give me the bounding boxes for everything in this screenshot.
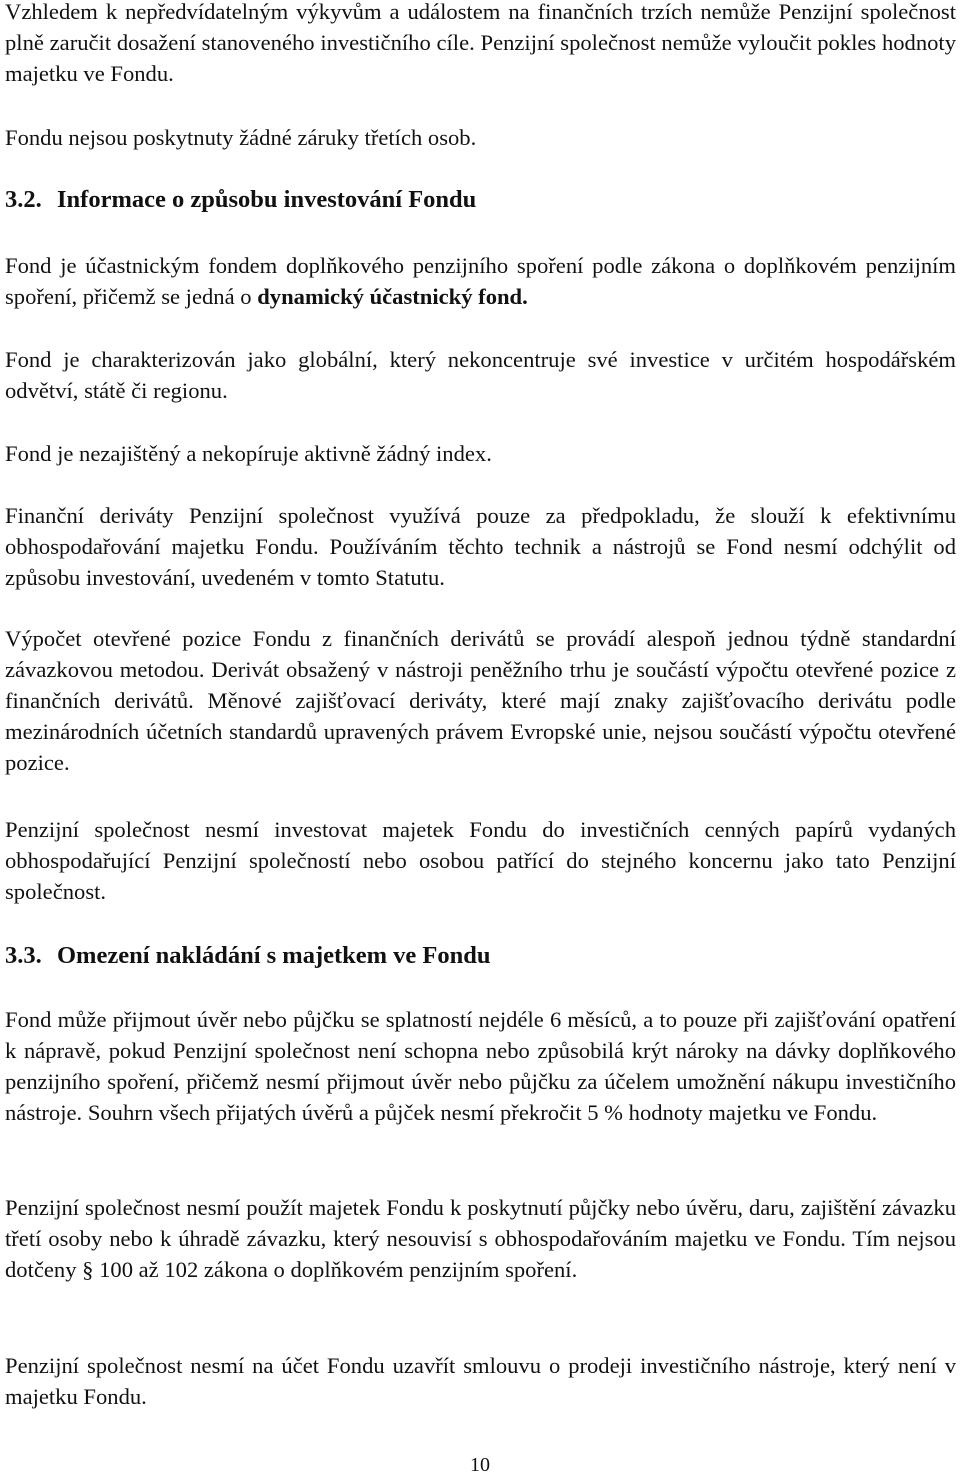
paragraph-unhedged: Fond je nezajištěný a nekopíruje aktivně žádný index.	[5, 441, 492, 466]
paragraph-text: Fond je účastnickým fondem doplňkového penzijního spoření podle zákona o doplňkovém penzijním spoření, přičemž se jedná o	[5, 253, 956, 309]
section-heading-3-3	[5, 940, 956, 971]
page-number: 10	[470, 1454, 490, 1476]
section-number: 3.2.	[5, 186, 42, 213]
paragraph-end: .	[522, 284, 528, 309]
paragraph-fund-type	[5, 250, 956, 312]
paragraph-global-fund: Fond je charakterizován jako globální, který nekoncentruje své investice v určitém hospodářském odvětví, státě či regionu.	[5, 347, 956, 403]
paragraph-loans: Fond může přijmout úvěr nebo půjčku se splatností nejdéle 6 měsíců, a to pouze při zajišťování opatření k nápravě, pokud Penzijní společnost není schopna nebo způsobilá krýt nároky na dávky doplňkového penzijního spoření, přičemž nesmí přijmout úvěr nebo půjčku za účelem umožnění nákupu investičního nástroje. Souhrn všech přijatých úvěrů a půjček nesmí překročit 5 % hodnoty majetku ve Fondu.	[5, 1007, 956, 1125]
section-title: Informace o způsobu investování Fondu	[57, 186, 477, 213]
paragraph-asset-use: Penzijní společnost nesmí použít majetek Fondu k poskytnutí půjčky nebo úvěru, daru, zajištění závazku třetí osoby nebo k úhradě závazku, který nesouvisí s obhospodařováním majetku ve Fondu. Tím nejsou dotčeny § 100 až 102 zákona o doplňkovém penzijním spoření.	[5, 1195, 956, 1282]
paragraph-open-position: Výpočet otevřené pozice Fondu z finančních derivátů se provádí alespoň jednou týdně standardní závazkovou metodou. Derivát obsažený v nástroji peněžního trhu je součástí výpočtu otevřené pozice z finančních derivátů. Měnové zajišťovací deriváty, které mají znaky zajišťovacího derivátu podle mezinárodních účetních standardů upravených právem Evropské unie, nejsou součástí výpočtu otevřené pozice.	[5, 626, 956, 775]
paragraph-no-guarantees: Fondu nejsou poskytnuty žádné záruky třetích osob.	[5, 125, 477, 150]
paragraph-derivatives: Finanční deriváty Penzijní společnost využívá pouze za předpokladu, že slouží k efektivnímu obhospodařování majetku Fondu. Používáním těchto technik a nástrojů se Fond nesmí odchýlit od způsobu investování, uvedeném v tomto Statutu.	[5, 503, 956, 590]
fund-type-emphasis: dynamický účastnický fond	[257, 284, 523, 309]
paragraph-investment-risk: Vzhledem k nepředvídatelným výkyvům a událostem na finančních trzích nemůže Penzijní společnost plně zaručit dosažení stanoveného investičního cíle. Penzijní společnost nemůže vyloučit pokles hodnoty majetku ve Fondu.	[5, 0, 956, 86]
section-number: 3.3.	[5, 942, 42, 969]
paragraph-short-sale: Penzijní společnost nesmí na účet Fondu uzavřít smlouvu o prodeji investičního nástroje, který není v majetku Fondu.	[5, 1353, 956, 1409]
section-title: Omezení nakládání s majetkem ve Fondu	[57, 942, 491, 969]
paragraph-investment-restriction: Penzijní společnost nesmí investovat majetek Fondu do investičních cenných papírů vydaných obhospodařující Penzijní společností nebo osobou patřící do stejného koncernu jako tato Penzijní společnost.	[5, 817, 956, 904]
section-heading-3-2	[5, 184, 956, 215]
